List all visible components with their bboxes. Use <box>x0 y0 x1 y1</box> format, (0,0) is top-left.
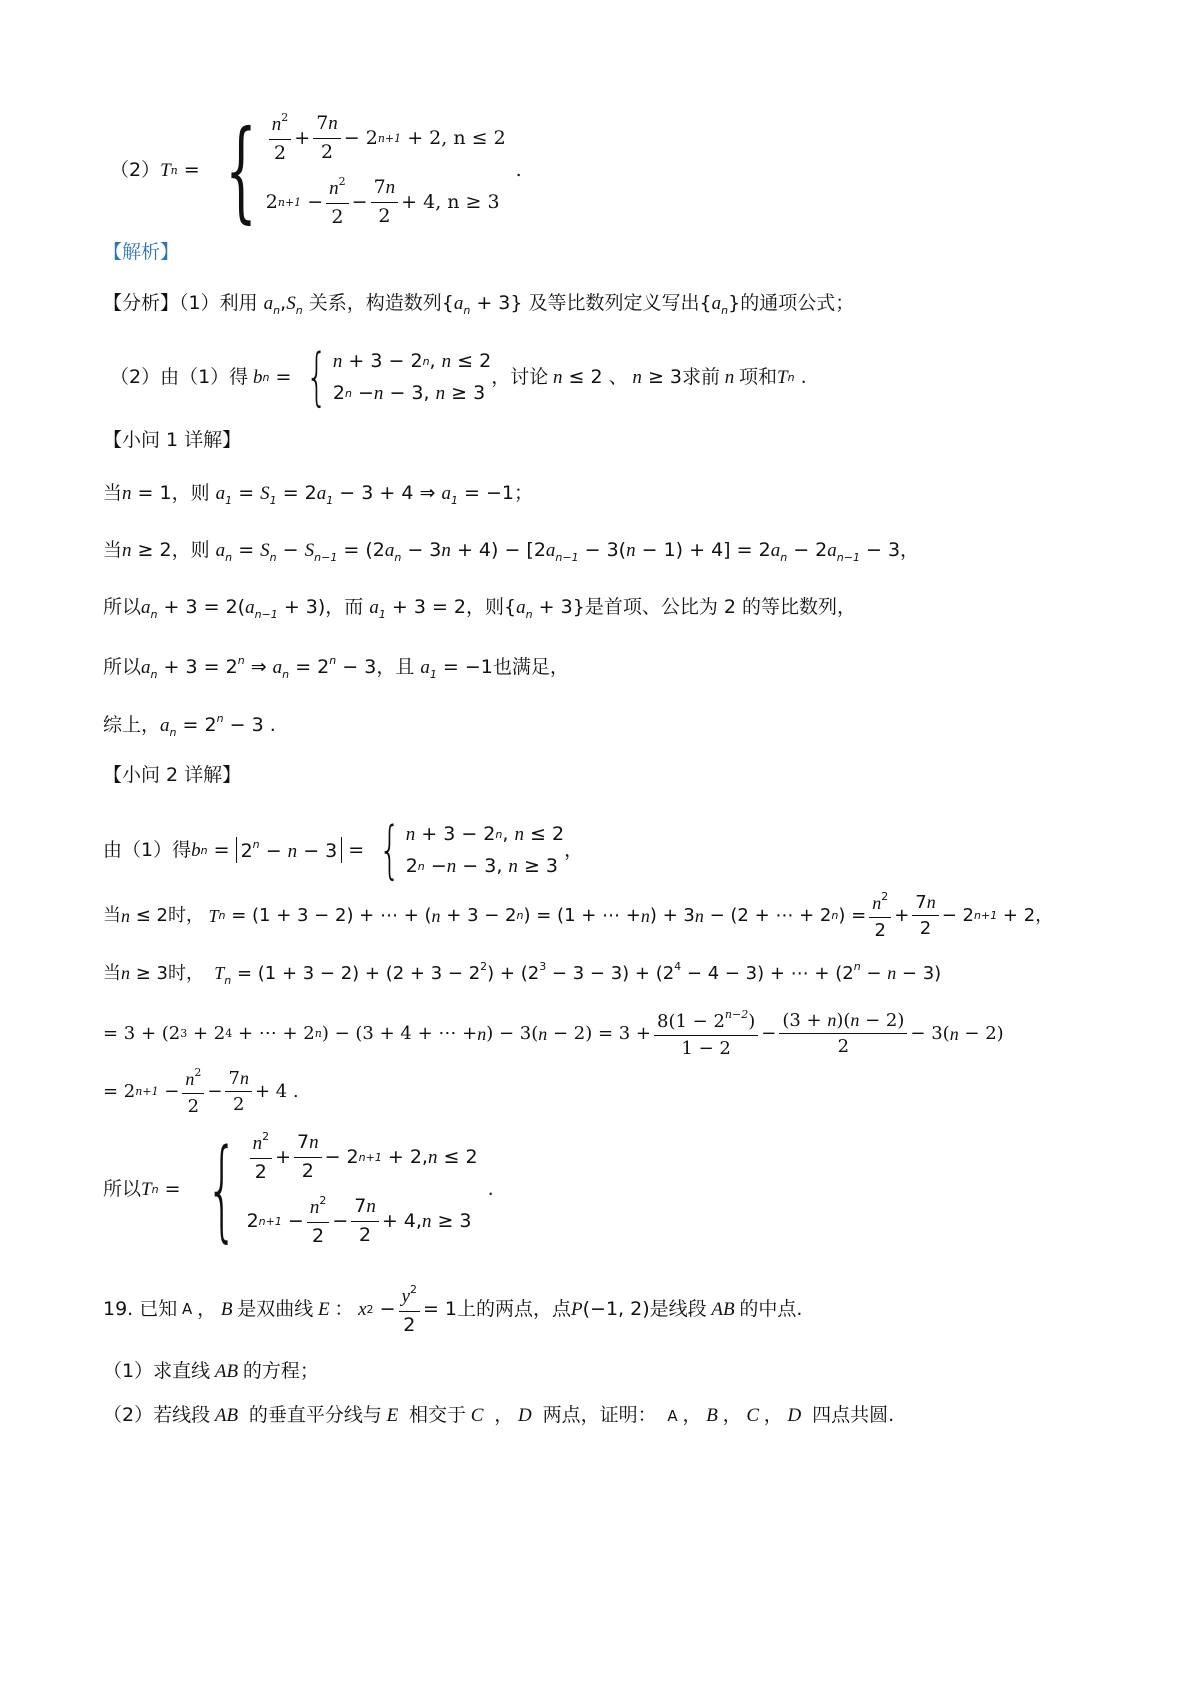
analysis-label: 【分析】 <box>103 292 180 314</box>
problem-19-q2: （2）若线段 AB 的垂直平分线与 E 相交于 C ， D 两点，证明： A ， B ， C ， D 四点共圆. <box>103 1404 895 1426</box>
part2-answer: （2） T n = { $\frac{n^2}{2}$ + $\frac{7n}{2}$ − 2 n+1 + 2, n ≤ 2 2 n+1 − $\frac{n^2}{2}$ − $\frac{7n}{2}$ + 4, n ≥ 3 . <box>110 106 522 234</box>
q1-line-2: 当n ≥ 2，则 $a_n = S_n - S_{n-1} = (2a_n - 3n + 4) - [2a_{n-1} - 3(n - 1) + 4] = 2a_n - 2a_{n-1} - 3$， <box>103 539 920 564</box>
q2-line-3: 当n ≥ 3时， $T_n = (1 + 3 - 2) + (2 + 3 - 2^2) + (2^3 - 3 - 3) + (2^4 - 4 - 3)$ + ⋯ + $(2^n - n - 3)$ <box>103 960 942 987</box>
analysis-line-2: （2）由（1）得 b n = { n + 3 − 2 n , n ≤ 2 2 n − n − 3, n ≥ 3 ，讨论 n ≤ 2 、 n ≥ 3 求前 n 项和 T n . <box>110 340 807 413</box>
q1-header: 【小问 1 详解】 <box>103 429 242 451</box>
problem-19-q1: （1）求直线 AB 的方程； <box>103 1360 319 1382</box>
part2-case2-tail: + 4, n ≥ 3 <box>401 190 500 213</box>
q1-line-4: 所以$a_n + 3 = 2^n$ ⇒ $a_n = 2^n - 3$，且 $a_1 = -1$也满足， <box>103 654 569 681</box>
q1-line-5: 综上，$a_n = 2^n - 3$ . <box>103 712 276 739</box>
analysis-line-1: 【分析】（1）利用 $a_n,S_n$ 关系，构造数列$\{a_n + 3\}$ 及等比数列定义写出$\{a_n\}$的通项公式； <box>103 292 855 317</box>
q1-line-1: 当n = 1，则 $a_1 = S_1 = 2a_1 - 3 + 4$ ⇒ $a_1 = -1$； <box>103 482 533 507</box>
q2-line-6: 所以 T n = { $\frac{n^2}{2}$ + $\frac{7n}{2}$ − 2 n+1 + 2, n ≤ 2 2 n+1 − $\frac{n^2}{2}$ − $\frac{7n}{2}$ + 4, n ≥ 3 . <box>103 1125 494 1253</box>
part2-label: （2） <box>110 158 161 181</box>
q2-line-1: 由（1）得 b n = $2^n - n - 3$ = { n + 3 − 2 n , n ≤ 2 2 n − n − 3, n ≥ 3 ， <box>103 813 584 886</box>
q2-line-2: 当 n ≤ 2 时， T n = (1 + 3 − 2) + ⋯ + ( n + 3 − 2 n ) = (1 + ⋯ + n ) + 3 n − (2 + ⋯ + 2 n ) = $\frac{n^2}{2}$ + $\frac{7n}{2}$ − 2 n+1 + 2 ， <box>103 890 1054 941</box>
problem-19-statement: 19. 已知 A ， B 是双曲线 E ： x 2 − $\frac{y^2}{2}$ = 1 上的两点，点 P (−1, 2) 是线段 AB 的中点. <box>103 1283 803 1336</box>
analysis-header: 【解析】 <box>103 241 180 263</box>
q1-line-3: 所以$a_n + 3 = 2(a_{n-1} + 3)$，而 $a_1 + 3 = 2$，则$\{a_n + 3\}$是首项、公比为 2 的等比数列， <box>103 596 856 621</box>
problem-number: 19. <box>103 1298 134 1321</box>
q2-header: 【小问 2 详解】 <box>103 764 242 786</box>
q2-line-4: = 3 + (2 3 + 2 4 + ⋯ + 2 n ) − (3 + 4 + ⋯ + n ) − 3( n − 2) = 3 + $\frac{8(1 - 2^{n-2})}{1 - 2}$ − $\frac{(3 + n)(n - 2)}{2}$ − 3( n − 2) <box>103 1008 1004 1059</box>
part2-case1-tail: + 2, n ≤ 2 <box>407 126 506 149</box>
q2-line-5: = 2 n+1 − $\frac{n^2}{2}$ − $\frac{7n}{2}$ + 4 . <box>103 1066 299 1117</box>
